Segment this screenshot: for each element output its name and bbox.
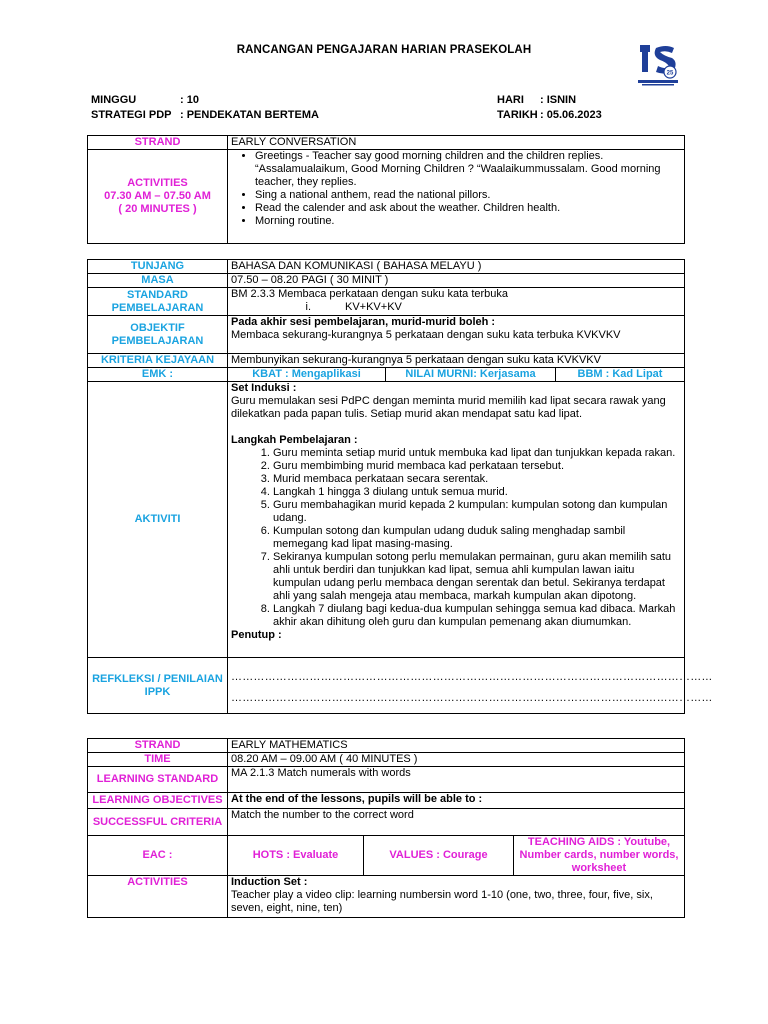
- tunjang-value: BAHASA DAN KOMUNIKASI ( BAHASA MELAYU ): [228, 260, 685, 274]
- math-strand-label: STRAND: [88, 739, 228, 753]
- activities-content: [228, 150, 685, 244]
- eac-label: EAC :: [88, 836, 228, 876]
- school-logo: [636, 42, 680, 88]
- activities-list: [231, 150, 681, 228]
- minggu-label: MINGGU: [91, 94, 137, 106]
- tarikh-value: : 05.06.2023: [540, 109, 602, 121]
- set-induksi-text: Guru memulakan sesi PdPC dengan meminta murid memilih kad lipat secara rawak yang dilekatkan pada papan tulis. Setiap murid akan mendapat satu kad lipat.: [231, 395, 666, 420]
- list-item: • Morning routine.: [255, 215, 681, 228]
- learning-objectives-value: At the end of the lessons, pupils will be able to :: [228, 793, 685, 809]
- time-label: TIME: [88, 753, 228, 767]
- strand-value: EARLY CONVERSATION: [228, 136, 685, 150]
- emk-label: EMK :: [88, 368, 228, 382]
- math-activities-content: [228, 876, 685, 918]
- math-activities-label: ACTIVITIES: [88, 876, 228, 918]
- kriteria-label: KRITERIA KEJAYAAN: [88, 354, 228, 368]
- strand-label: STRAND: [88, 136, 228, 150]
- bbm-value: BBM : Kad Lipat: [556, 368, 685, 382]
- objektif-value: Membaca sekurang-kurangnya 5 perkataan dengan suku kata terbuka KVKVKV: [231, 329, 621, 341]
- list-item: 5. Guru membahagikan murid kepada 2 kumpulan: kumpulan sotong dan kumpulan udang.: [273, 499, 681, 525]
- list-item: 4. Langkah 1 hingga 3 diulang untuk semua murid.: [273, 486, 681, 499]
- hari-label: HARI: [497, 94, 524, 106]
- induction-head: Induction Set :: [231, 876, 308, 888]
- objektif-content: [228, 316, 685, 354]
- kbat-value: KBAT : Mengaplikasi: [228, 368, 386, 382]
- objektif-head: Pada akhir sesi pembelajaran, murid-murid boleh :: [231, 316, 496, 328]
- hots-value: HOTS : Evaluate: [228, 836, 364, 876]
- objektif-label: OBJEKTIF PEMBELAJARAN: [88, 316, 228, 354]
- list-item: 3. Murid membaca perkataan secara serentak.: [273, 473, 681, 486]
- successful-criteria-value: Match the number to the correct word: [228, 809, 685, 836]
- standard-value: BM 2.3.3 Membaca perkataan dengan suku kata terbuka: [231, 288, 509, 300]
- activities-label: ACTIVITIES: [127, 177, 188, 189]
- early-mathematics-table: [87, 738, 685, 918]
- bahasa-melayu-table: [87, 259, 713, 714]
- list-item: 7. Sekiranya kumpulan sotong perlu memulakan permainan, guru akan memilih satu ahli untuk berdiri dan tunjukkan kad lipat, semua ahli kumpulan lawan iaitu kumpulan udang perlu membaca dengan serentak dan betul. Sekiranya terdapat ahli yang salah mengeja atau membaca, markah kumpulan akan dipotong.: [273, 551, 681, 603]
- penutup-head: Penutup :: [231, 629, 282, 641]
- strategi-value: : PENDEKATAN BERTEMA: [180, 109, 319, 121]
- steps-list: [231, 447, 681, 629]
- list-item: • Sing a national anthem, read the national pillors.: [255, 189, 681, 202]
- tunjang-label: TUNJANG: [88, 260, 228, 274]
- document-title: RANCANGAN PENGAJARAN HARIAN PRASEKOLAH: [236, 44, 532, 56]
- standard-sub-num: i.: [305, 301, 311, 313]
- successful-criteria-label: SUCCESSFUL CRITERIA: [88, 809, 228, 836]
- strategi-label: STRATEGI PDP: [91, 109, 172, 121]
- list-item: 2. Guru membimbing murid membaca kad perkataan tersebut.: [273, 460, 681, 473]
- masa-label: MASA: [88, 274, 228, 288]
- standard-label: STANDARD PEMBELAJARAN: [88, 288, 228, 316]
- activities-time: 07.30 AM – 07.50 AM: [104, 190, 211, 202]
- standard-sub-value: KV+KV+KV: [345, 301, 402, 313]
- refleksi-label: REFKLEKSI / PENILAIAN IPPK: [88, 658, 228, 714]
- hari-value: : ISNIN: [540, 94, 577, 106]
- list-item: • Read the calender and ask about the weather. Children health.: [255, 202, 681, 215]
- list-item: • Greetings - Teacher say good morning children and the children replies. “Assalamualaikum, Good Morning Children ? “Waalaikummussalam. Good morning teacher, they replies.: [255, 150, 681, 189]
- math-strand-value: EARLY MATHEMATICS: [228, 739, 685, 753]
- svg-text:25: 25: [666, 70, 674, 77]
- standard-sub: [231, 301, 681, 314]
- learning-objectives-label: LEARNING OBJECTIVES: [88, 793, 228, 809]
- nilai-value: NILAI MURNI: Kerjasama: [386, 368, 556, 382]
- refleksi-line-1: …………………………………………………………………………………………………………………: [231, 670, 713, 683]
- values-value: VALUES : Courage: [364, 836, 514, 876]
- time-value: 08.20 AM – 09.00 AM ( 40 MINUTES ): [228, 753, 685, 767]
- refleksi-line-2: …………………………………………………………………………………………………………………: [231, 691, 713, 704]
- set-induksi-head: Set Induksi :: [231, 382, 297, 394]
- aktiviti-content: [228, 382, 685, 658]
- langkah-head: Langkah Pembelajaran :: [231, 434, 358, 446]
- list-item: 1. Guru meminta setiap murid untuk membuka kad lipat dan tunjukkan kepada rakan.: [273, 447, 681, 460]
- standard-content: [228, 288, 685, 316]
- activities-duration: ( 20 MINUTES ): [118, 203, 197, 215]
- minggu-value: : 10: [180, 94, 199, 106]
- kriteria-value: Membunyikan sekurang-kurangnya 5 perkataan dengan suku kata KVKVKV: [228, 354, 685, 368]
- list-item: 8. Langkah 7 diulang bagi kedua-dua kumpulan sehingga semua kad dibaca. Markah akhir akan dihitung oleh guru dan kumpulan pemenang akan diumumkan.: [273, 603, 681, 629]
- teaching-aids-value: TEACHING AIDS : Youtube, Number cards, number words, worksheet: [514, 836, 685, 876]
- learning-standard-value: MA 2.1.3 Match numerals with words: [228, 767, 685, 793]
- learning-standard-label: LEARNING STANDARD: [88, 767, 228, 793]
- masa-value: 07.50 – 08.20 PAGI ( 30 MINIT ): [228, 274, 685, 288]
- refleksi-content: [228, 658, 713, 714]
- early-conversation-table: [87, 135, 685, 244]
- activities-label-cell: [88, 150, 228, 244]
- tarikh-label: TARIKH: [497, 109, 538, 121]
- aktiviti-label: AKTIVITI: [88, 382, 228, 658]
- induction-text: Teacher play a video clip: learning numbersin word 1-10 (one, two, three, four, five, six, seven, eight, nine, ten): [231, 889, 653, 914]
- list-item: 6. Kumpulan sotong dan kumpulan udang duduk saling menghadap sambil memegang kad lipat masing-masing.: [273, 525, 681, 551]
